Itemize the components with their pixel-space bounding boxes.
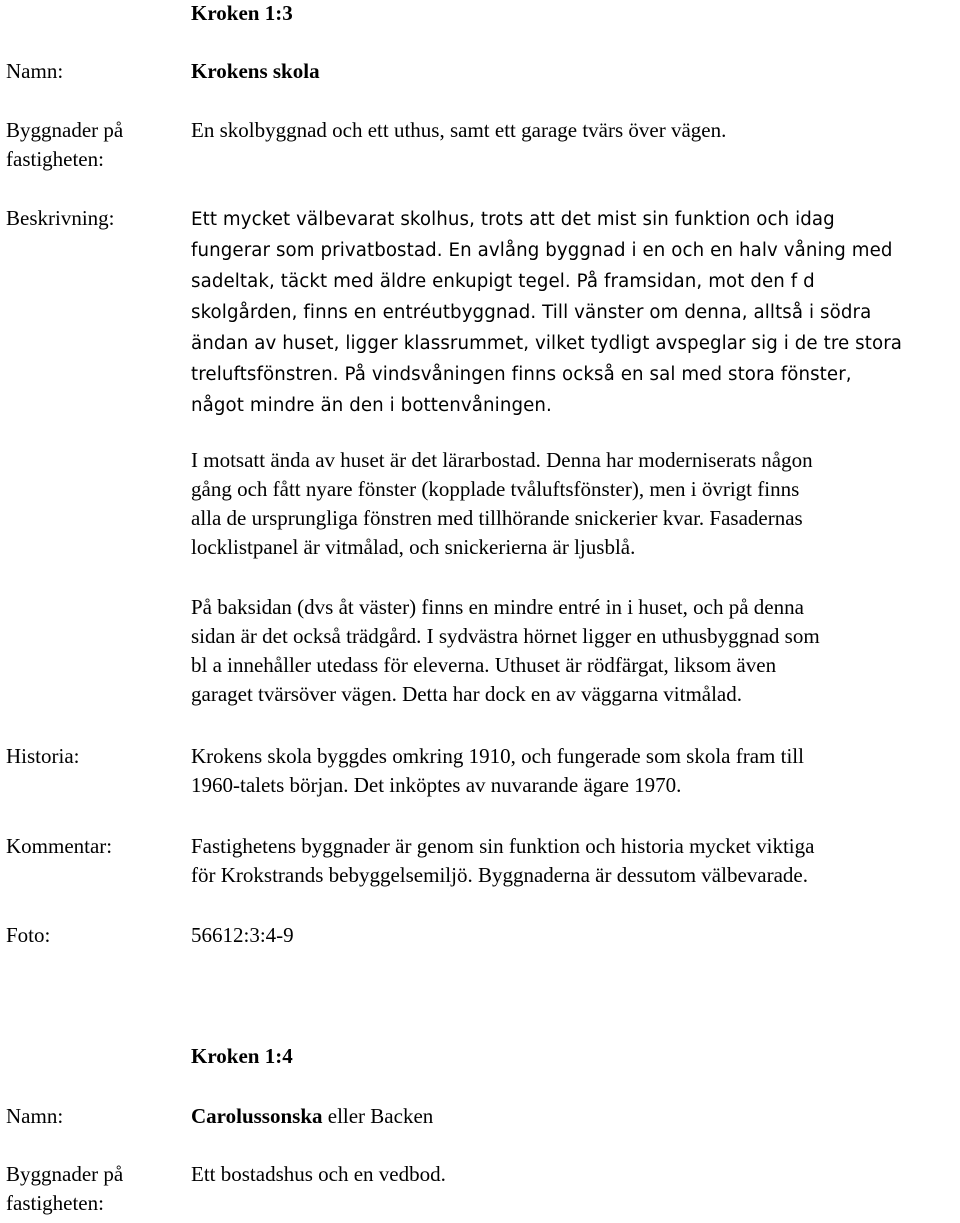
foto-value: 56612:3:4-9 (191, 923, 294, 947)
text-line: gång och fått nyare fönster (kopplade tvåluftsfönster), men i övrigt finns (191, 477, 800, 501)
text-line: På baksidan (dvs åt väster) finns en mindre entré in i huset, och på denna (191, 595, 804, 619)
byggnader-label-line1: Byggnader på (6, 118, 124, 142)
text-line: Krokens skola byggdes omkring 1910, och fungerade som skola fram till (191, 744, 804, 768)
foto-label: Foto: (6, 923, 51, 947)
namn-value (191, 1102, 956, 1131)
text-line: ändan av huset, ligger klassrummet, vilket tydligt avspeglar sig i de tre stora (191, 333, 903, 354)
kommentar-label: Kommentar: (6, 834, 113, 858)
text-line: skolgården, finns en entréutbyggnad. Till vänster om denna, alltså i södra (191, 302, 872, 323)
byggnader-value: En skolbyggnad och ett uthus, samt ett garage tvärs över vägen. (191, 118, 727, 142)
byggnader-value: Ett bostadshus och en vedbod. (191, 1162, 446, 1186)
text-line: fungerar som privatbostad. En avlång byggnad i en och en halv våning med (191, 240, 893, 261)
beskrivning-label: Beskrivning: (6, 206, 115, 230)
text-line: 1960-talets början. Det inköptes av nuvarande ägare 1970. (191, 773, 682, 797)
text-line: sidan är det också trädgård. I sydvästra hörnet ligger en uthusbyggnad som (191, 624, 820, 648)
namn-label: Namn: (6, 1104, 64, 1128)
byggnader-label (6, 116, 123, 174)
text-line: bl a innehåller utedass för eleverna. Uthuset är rödfärgat, liksom även (191, 653, 777, 677)
historia-label: Historia: (6, 744, 80, 768)
beskrivning-paragraph-3 (191, 593, 956, 709)
text-line: Fastighetens byggnader är genom sin funktion och historia mycket viktiga (191, 834, 815, 858)
text-line: Ett mycket välbevarat skolhus, trots att det mist sin funktion och idag (191, 209, 835, 230)
text-line: garaget tvärsöver vägen. Detta har dock en av väggarna vitmålad. (191, 682, 743, 706)
byggnader-label-line2: fastigheten: (6, 1191, 104, 1215)
entry-title: Kroken 1:4 (191, 1044, 293, 1068)
beskrivning-paragraph-1 (191, 204, 956, 421)
text-line: locklistpanel är vitmålad, och snickerierna är ljusblå. (191, 535, 636, 559)
entry-title: Kroken 1:3 (191, 1, 293, 25)
text-line: för Krokstrands bebyggelsemiljö. Byggnaderna är dessutom välbevarade. (191, 863, 808, 887)
namn-label: Namn: (6, 59, 64, 83)
text-line: något mindre än den i bottenvåningen. (191, 395, 552, 416)
byggnader-label-line1: Byggnader på (6, 1162, 124, 1186)
namn-value: Krokens skola (191, 59, 320, 83)
namn-value-rest: eller Backen (322, 1104, 434, 1128)
byggnader-label (6, 1160, 123, 1218)
kommentar-value (191, 832, 956, 890)
namn-value-bold: Carolussonska (191, 1104, 323, 1128)
text-line: treluftsfönstren. På vindsvåningen finns också en sal med stora fönster, (191, 364, 852, 385)
text-line: alla de ursprungliga fönstren med tillhörande snickerier kvar. Fasadernas (191, 506, 803, 530)
text-line: sadeltak, täckt med äldre enkupigt tegel. På framsidan, mot den f d (191, 271, 815, 292)
beskrivning-paragraph-2 (191, 446, 956, 562)
byggnader-label-line2: fastigheten: (6, 147, 104, 171)
text-line: I motsatt ända av huset är det lärarbostad. Denna har moderniserats någon (191, 448, 813, 472)
historia-value (191, 742, 956, 800)
